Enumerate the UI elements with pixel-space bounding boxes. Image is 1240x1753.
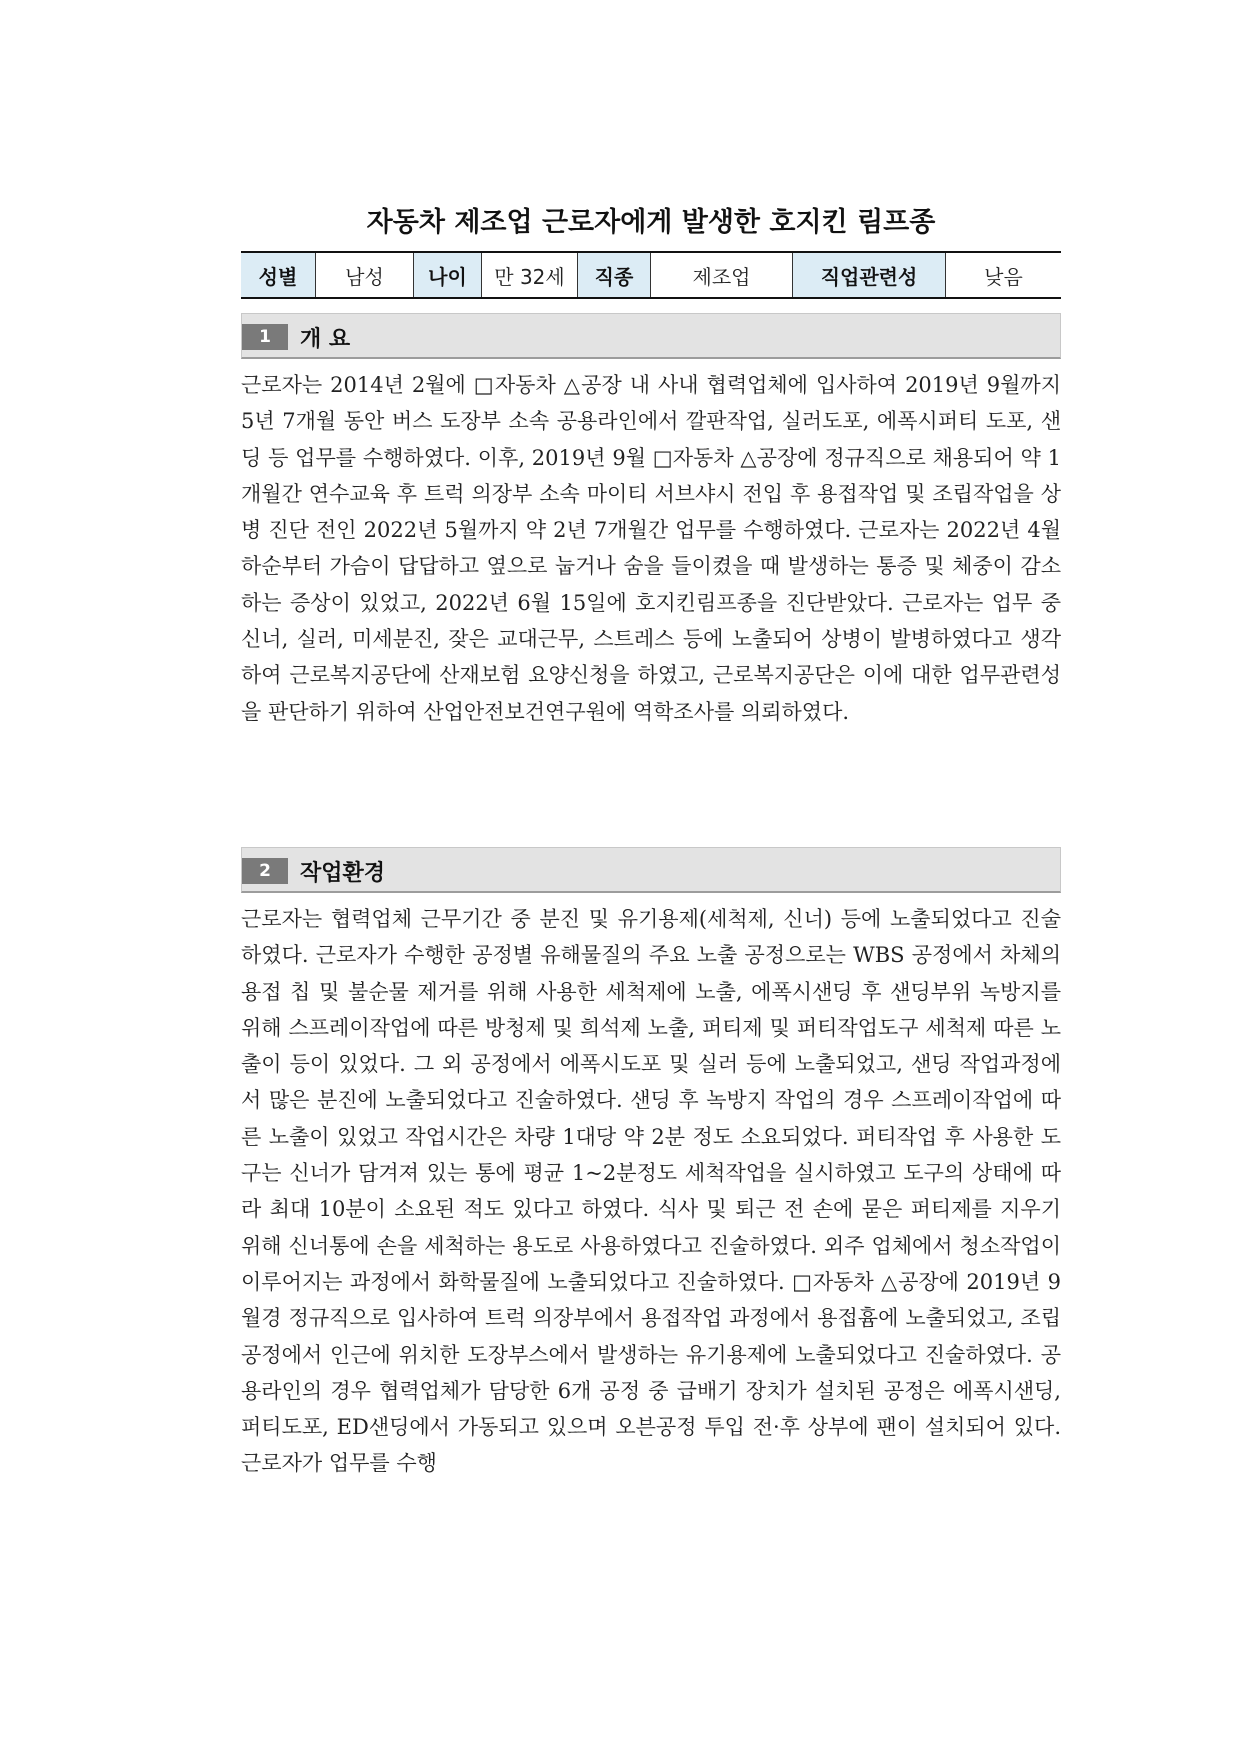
document-title: 자동차 제조업 근로자에게 발생한 호지킨 림프종: [366, 207, 936, 238]
section-title: 작업환경: [300, 861, 386, 886]
section-title: 개 요: [300, 327, 351, 352]
section-header-work-environment: [241, 847, 1061, 893]
gender-value: 남성: [316, 252, 414, 298]
info-table: [241, 251, 1061, 299]
section-number: 2: [242, 858, 288, 884]
age-value: 만 32세: [482, 252, 578, 298]
gender-label: 성별: [241, 252, 316, 298]
relevance-value: 낮음: [946, 252, 1062, 298]
age-label: 나이: [414, 252, 482, 298]
section-header-overview: [241, 313, 1061, 359]
section-body-work-environment: 근로자는 협력업체 근무기간 중 분진 및 유기용제(세척제, 신너) 등에 노출되었다고 진술하였다. 근로자가 수행한 공정별 유해물질의 주요 노출 공정으로는 WBS 공정에서 차체의 용접 칩 및 불순물 제거를 위해 사용한 세척제에 노출, 에폭시샌딩 후 샌딩부위 녹방지를 위해 스프레이작업에 따른 방청제 및 희석제 노출, 퍼티제 및 퍼티작업도구 세척제 따른 노출이 등이 있었다. 그 외 공정에서 에폭시도포 및 실러 등에 노출되었고, 샌딩 작업과정에서 많은 분진에 노출되었다고 진술하였다. 샌딩 후 녹방지 작업의 경우 스프레이작업에 따른 노출이 있었고 작업시간은 차량 1대당 약 2분 정도 소요되었다. 퍼티작업 후 사용한 도구는 신너가 담겨져 있는 통에 평균 1~2분정도 세척작업을 실시하였고 도구의 상태에 따라 최대 10분이 소요된 적도 있다고 하였다. 식사 및 퇴근 전 손에 묻은 퍼티제를 지우기 위해 신너통에 손을 세척하는 용도로 사용하였다고 진술하였다. 외주 업체에서 청소작업이 이루어지는 과정에서 화학물질에 노출되었다고 진술하였다. □자동차 △공장에 2019년 9월경 정규직으로 입사하여 트럭 의장부에서 용접작업 과정에서 용접흄에 노출되었고, 조립공정에서 인근에 위치한 도장부스에서 발생하는 유기용제에 노출되었다고 진술하였다. 공용라인의 경우 협력업체가 담당한 6개 공정 중 급배기 장치가 설치된 공정은 에폭시샌딩, 퍼티도포, ED샌딩에서 가동되고 있으며 오븐공정 투입 전·후 상부에 팬이 설치되어 있다. 근로자가 업무를 수행: [241, 907, 1061, 1476]
info-row: [241, 252, 1061, 298]
section-body-overview: 근로자는 2014년 2월에 □자동차 △공장 내 사내 협력업체에 입사하여 2019년 9월까지 5년 7개월 동안 버스 도장부 소속 공용라인에서 깔판작업, 실러도포, 에폭시퍼티 도포, 샌딩 등 업무를 수행하였다. 이후, 2019년 9월 □자동차 △공장에 정규직으로 채용되어 약 1개월간 연수교육 후 트럭 의장부 소속 마이티 서브샤시 전입 후 용접작업 및 조립작업을 상병 진단 전인 2022년 5월까지 약 2년 7개월간 업무를 수행하였다. 근로자는 2022년 4월 하순부터 가슴이 답답하고 옆으로 눕거나 숨을 들이켰을 때 발생하는 통증 및 체중이 감소하는 증상이 있었고, 2022년 6월 15일에 호지킨림프종을 진단받았다. 근로자는 업무 중 신너, 실러, 미세분진, 잦은 교대근무, 스트레스 등에 노출되어 상병이 발병하였다고 생각하여 근로복지공단에 산재보험 요양신청을 하였고, 근로복지공단은 이에 대한 업무관련성을 판단하기 위하여 산업안전보건연구원에 역학조사를 의뢰하였다.: [241, 373, 1061, 724]
job-label: 직종: [578, 252, 651, 298]
section-number: 1: [242, 324, 288, 350]
relevance-label: 직업관련성: [793, 252, 946, 298]
job-value: 제조업: [651, 252, 793, 298]
